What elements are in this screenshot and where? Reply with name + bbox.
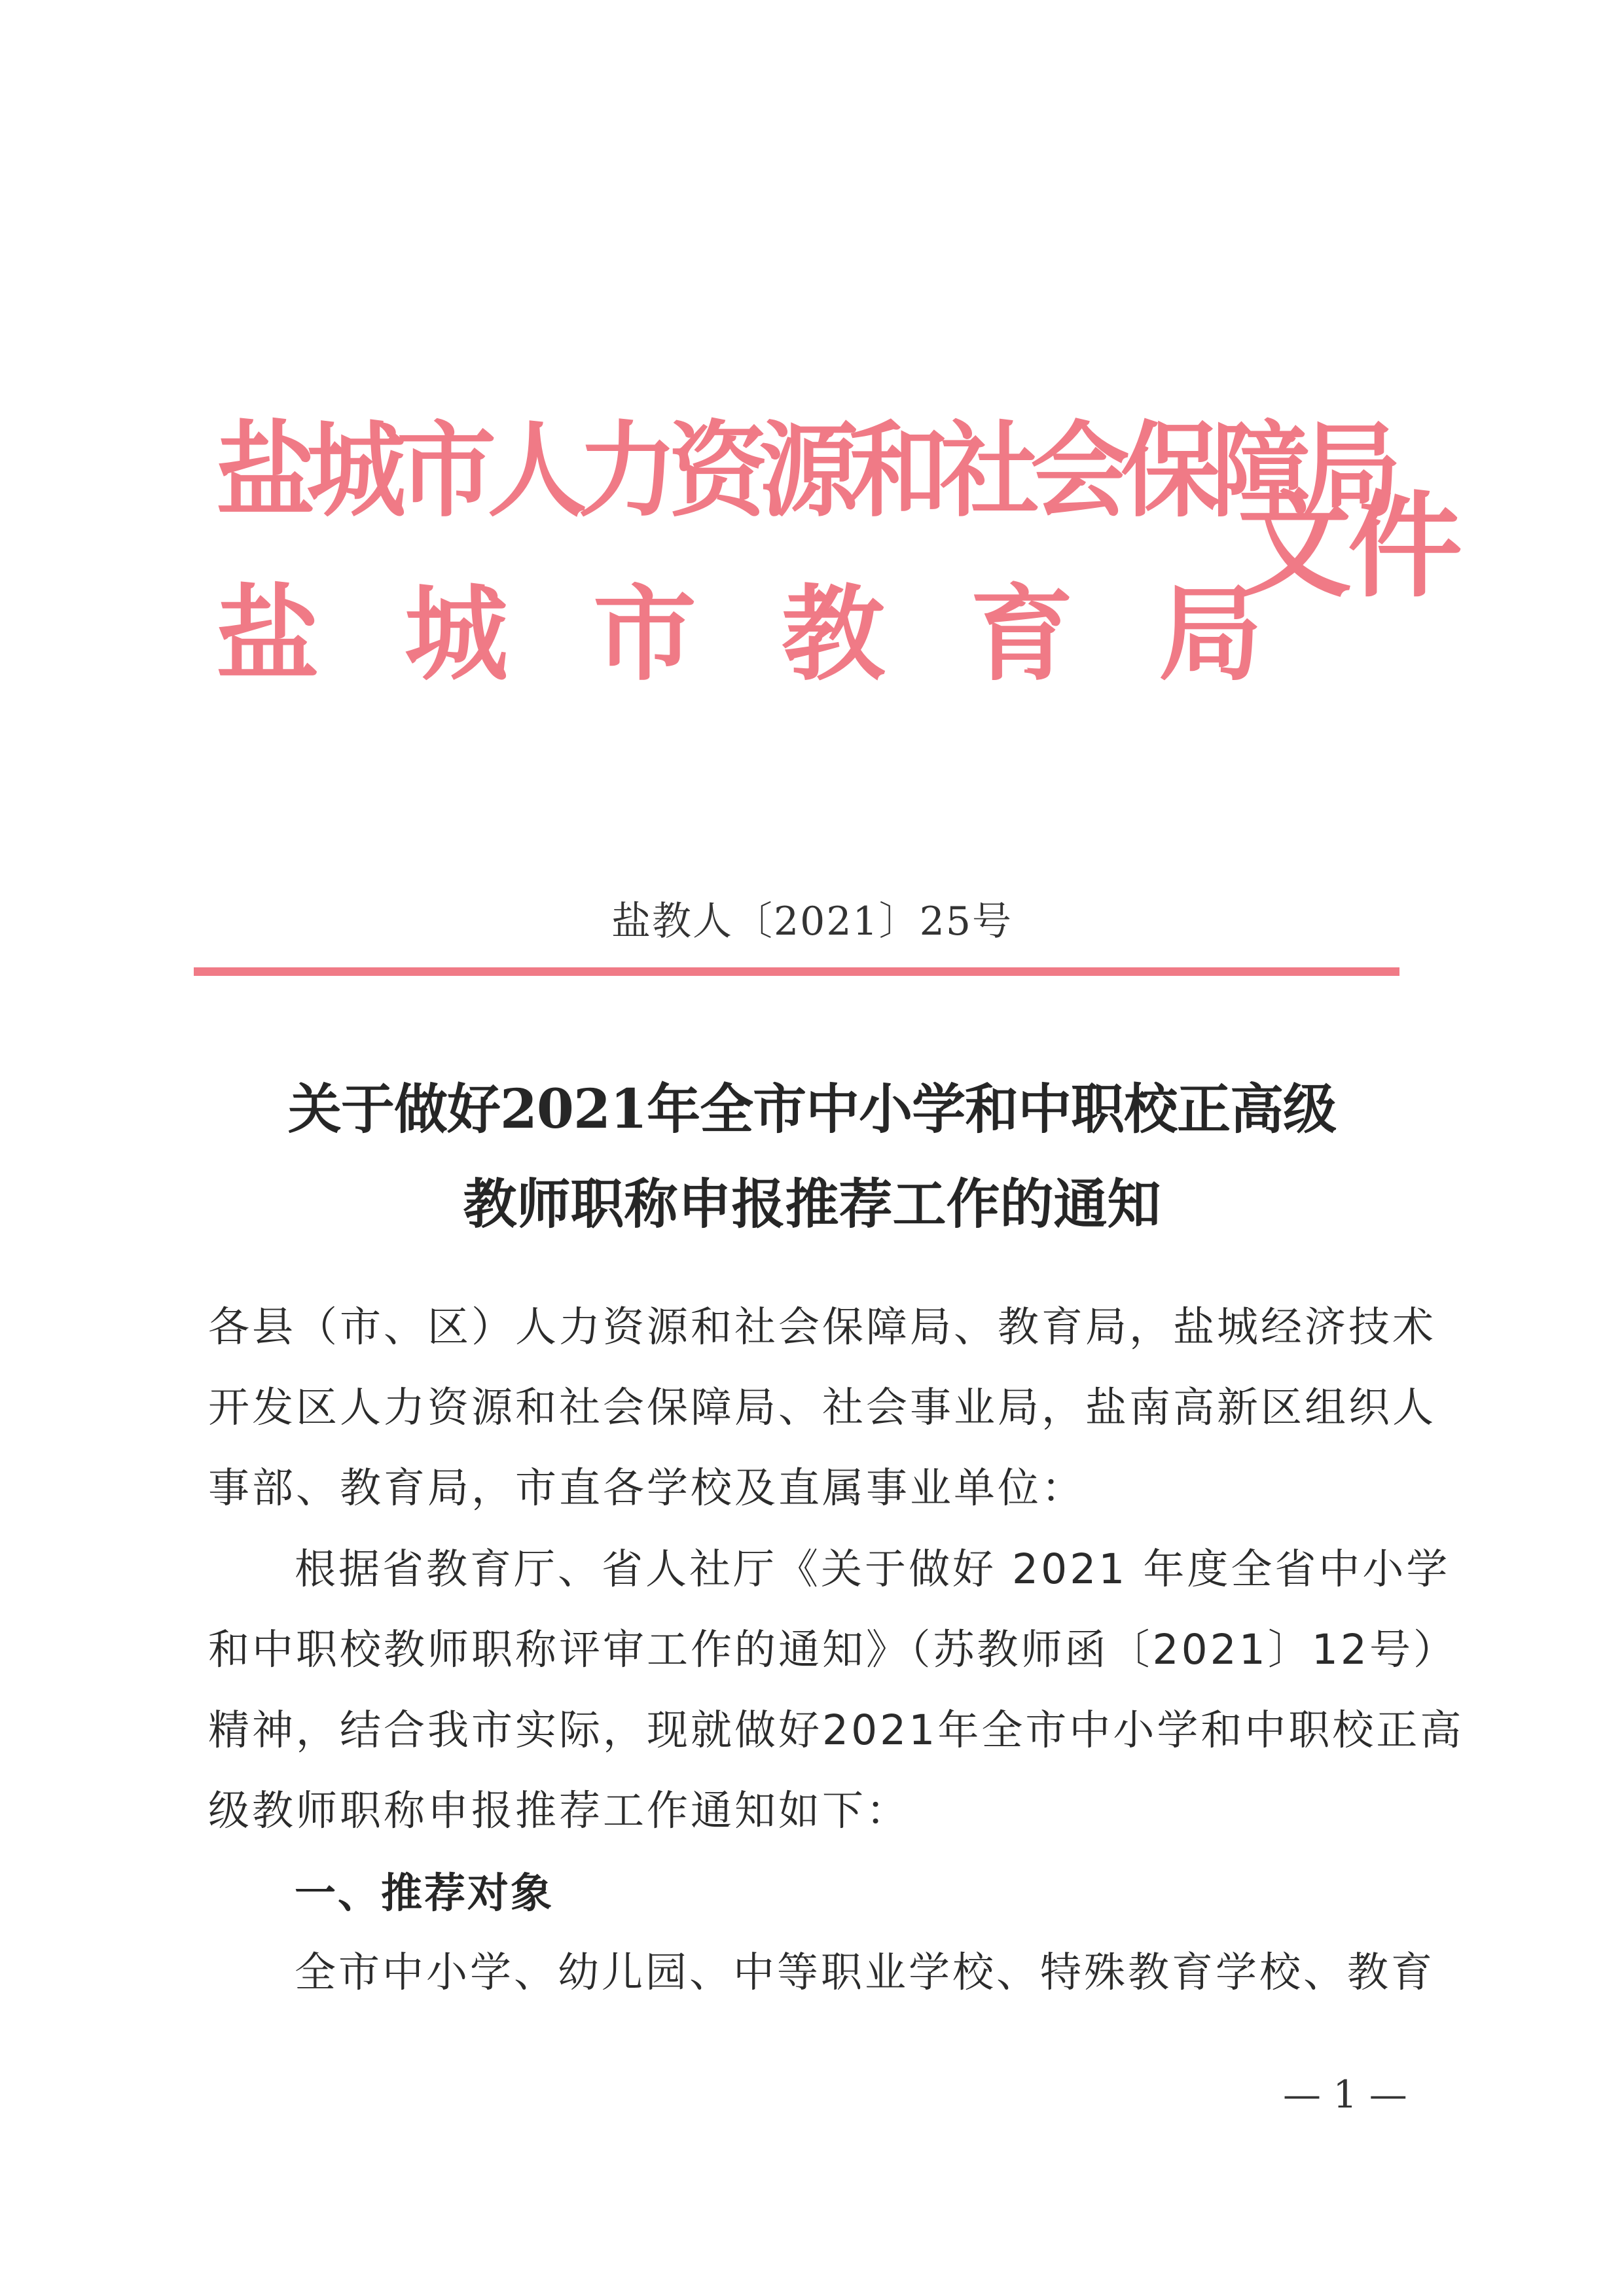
intro-line-1: 根据省教育厅、省人社厅《关于做好 2021 年度全省中小学 <box>295 1545 1451 1593</box>
intro-line-3: 精神，结合我市实际，现就做好2021年全市中小学和中职校正高 <box>208 1706 1464 1754</box>
addressee-line-2: 开发区人力资源和社会保障局、社会事业局，盐南高新区组织人 <box>208 1384 1436 1431</box>
document-title-line-1: 关于做好2021年全市中小学和中职校正高级 <box>287 1078 1337 1141</box>
red-separator-rule <box>194 967 1399 976</box>
masthead-agency-line-2: 盐城市教育局 <box>216 574 1347 695</box>
addressee-line-3: 事部、教育局，市直各学校及直属事业单位： <box>208 1464 1085 1512</box>
section-heading-1: 一、推荐对象 <box>295 1869 554 1917</box>
masthead-agency-line-1: 盐城市人力资源和社会保障局 <box>216 410 1393 531</box>
page-number: — 1 — <box>1283 2072 1407 2117</box>
red-masthead <box>216 386 1458 726</box>
masthead-suffix: 文件 <box>1237 479 1458 613</box>
document-title-line-2: 教师职称申报推荐工作的通知 <box>463 1173 1161 1236</box>
section-1-line-1: 全市中小学、幼儿园、中等职业学校、特殊教育学校、教育 <box>295 1948 1435 1996</box>
document-number: 盐教人〔2021〕25号 <box>611 899 1013 944</box>
intro-line-2: 和中职校教师职称评审工作的通知》（苏教师函〔2021〕12号） <box>208 1626 1457 1674</box>
addressee-line-1: 各县（市、区）人力资源和社会保障局、教育局，盐城经济技术 <box>208 1303 1436 1351</box>
intro-line-4: 级教师职称申报推荐工作通知如下： <box>208 1787 910 1835</box>
